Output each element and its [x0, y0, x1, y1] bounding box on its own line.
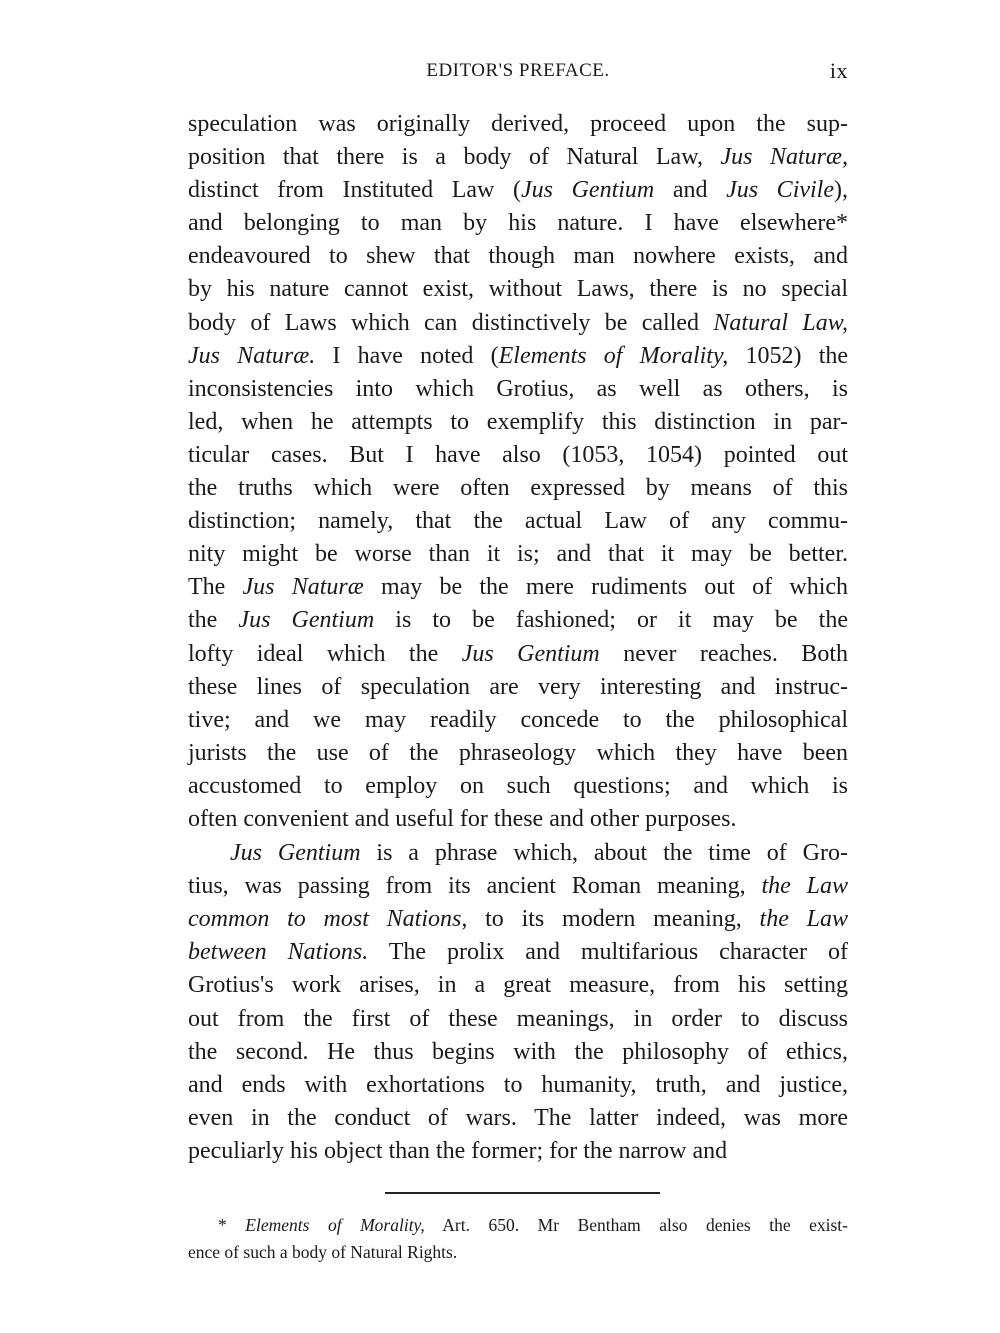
- italic-text: Jus Gentium: [461, 640, 600, 667]
- text-segment: endeavoured to shew that though man nowhere exists, and: [188, 243, 848, 270]
- text-line: [188, 174, 848, 207]
- italic-text: Jus Naturæ: [242, 574, 364, 601]
- text-segment: distinct from Instituted Law (: [188, 177, 521, 204]
- text-segment: *: [218, 1215, 246, 1235]
- text-segment: distinction; namely, that the actual Law of any commu-: [188, 508, 848, 535]
- text-segment: the truths which were often expressed by means of this: [188, 475, 848, 502]
- text-line: [188, 870, 848, 903]
- italic-text: Jus Civile: [726, 177, 834, 204]
- page-number: ix: [829, 58, 848, 83]
- text-segment: may be the mere rudiments out of which: [363, 574, 849, 601]
- text-segment: accustomed to employ on such questions; and which is: [188, 772, 848, 799]
- italic-text: Jus Naturæ.: [188, 342, 316, 369]
- text-line: [188, 439, 848, 472]
- text-line: [188, 273, 848, 306]
- text-line: [188, 936, 848, 969]
- italic-text: Jus Gentium: [238, 607, 375, 634]
- text-line: [188, 638, 848, 671]
- text-line: [188, 770, 848, 803]
- text-line: [188, 538, 848, 571]
- text-segment: body of Laws which can distinctively be called: [188, 309, 714, 336]
- text-segment: Grotius's work arises, in a great measure, from his setting: [188, 972, 848, 999]
- text-segment: led, when he attempts to exemplify this distinction in par-: [188, 408, 848, 435]
- text-segment: is to be fashioned; or it may be the: [374, 607, 848, 634]
- text-segment: by his nature cannot exist, without Laws, there is no special: [188, 276, 848, 303]
- text-segment: I have noted (: [315, 342, 499, 369]
- text-segment: The: [188, 574, 243, 601]
- text-line: [188, 1212, 848, 1239]
- text-line: [188, 207, 848, 240]
- italic-text: Elements of Morality,: [498, 342, 729, 369]
- text-segment: peculiarly his object than the former; for the narrow and: [188, 1137, 728, 1164]
- italic-text: the Law: [759, 906, 848, 933]
- text-segment: the second. He thus begins with the philosophy of ethics,: [188, 1038, 848, 1065]
- text-line: [188, 837, 848, 870]
- text-line: [188, 1003, 848, 1036]
- text-line: [188, 803, 848, 836]
- text-segment: even in the conduct of wars. The latter indeed, was more: [188, 1104, 848, 1131]
- text-line: [188, 141, 848, 174]
- italic-text: between Nations.: [188, 939, 369, 966]
- italic-text: Jus Gentium: [230, 840, 361, 867]
- text-line: [188, 406, 848, 439]
- running-header: [188, 58, 848, 88]
- text-segment: jurists the use of the phraseology which they have been: [188, 739, 848, 766]
- text-line: [188, 1069, 848, 1102]
- text-segment: inconsistencies into which Grotius, as well as others, is: [188, 375, 848, 402]
- text-segment: Art. 650. Mr Bentham also denies the exist-: [424, 1215, 848, 1235]
- text-line: [188, 240, 848, 273]
- footnote: [188, 1212, 848, 1266]
- italic-text: common to most Nations,: [188, 906, 468, 933]
- text-line: [188, 571, 848, 604]
- text-line: [188, 307, 848, 340]
- text-line: [188, 604, 848, 637]
- italic-text: Jus Naturæ,: [720, 144, 849, 171]
- text-segment: ),: [834, 177, 848, 204]
- body-text: [188, 108, 848, 1168]
- text-segment: The prolix and multifarious character of: [368, 939, 848, 966]
- text-segment: is a phrase which, about the time of Gro-: [360, 840, 848, 867]
- text-line: [188, 340, 848, 373]
- text-segment: and: [654, 177, 727, 204]
- text-line: [188, 1239, 848, 1266]
- text-line: [188, 969, 848, 1002]
- italic-text: the Law: [761, 873, 848, 900]
- text-line: [188, 704, 848, 737]
- text-segment: the: [188, 607, 239, 634]
- text-line: [188, 108, 848, 141]
- text-segment: and belonging to man by his nature. I have elsewhere*: [188, 210, 848, 237]
- running-title: EDITOR'S PREFACE.: [426, 60, 610, 81]
- text-line: [188, 1036, 848, 1069]
- text-line: [188, 1135, 848, 1168]
- text-line: [188, 1102, 848, 1135]
- text-line: [188, 505, 848, 538]
- text-segment: ence of such a body of Natural Rights.: [188, 1242, 458, 1262]
- text-segment: position that there is a body of Natural Law,: [188, 144, 721, 171]
- text-segment: never reaches. Both: [599, 640, 848, 667]
- text-line: [188, 472, 848, 505]
- text-segment: out from the first of these meanings, in order to discuss: [188, 1005, 848, 1032]
- text-segment: ticular cases. But I have also (1053, 1054) pointed out: [188, 441, 848, 468]
- text-line: [188, 671, 848, 704]
- text-segment: tive; and we may readily concede to the philosophical: [188, 706, 848, 733]
- text-segment: speculation was originally derived, proceed upon the sup-: [188, 111, 848, 137]
- italic-text: Elements of Morality,: [245, 1215, 425, 1235]
- text-line: [188, 373, 848, 406]
- text-line: [188, 737, 848, 770]
- italic-text: Natural Law,: [713, 309, 849, 336]
- text-segment: nity might be worse than it is; and that it may be better.: [188, 541, 848, 568]
- text-segment: to its modern meaning,: [467, 906, 760, 933]
- text-segment: tius, was passing from its ancient Roman meaning,: [188, 873, 762, 900]
- footnote-divider: [385, 1192, 660, 1194]
- text-segment: 1052) the: [728, 342, 849, 369]
- text-segment: often convenient and useful for these and other purposes.: [188, 805, 737, 832]
- text-segment: lofty ideal which the: [188, 640, 462, 667]
- text-segment: and ends with exhortations to humanity, truth, and justice,: [188, 1071, 848, 1098]
- text-line: [188, 903, 848, 936]
- italic-text: Jus Gentium: [521, 177, 655, 204]
- text-segment: these lines of speculation are very interesting and instruc-: [188, 673, 848, 700]
